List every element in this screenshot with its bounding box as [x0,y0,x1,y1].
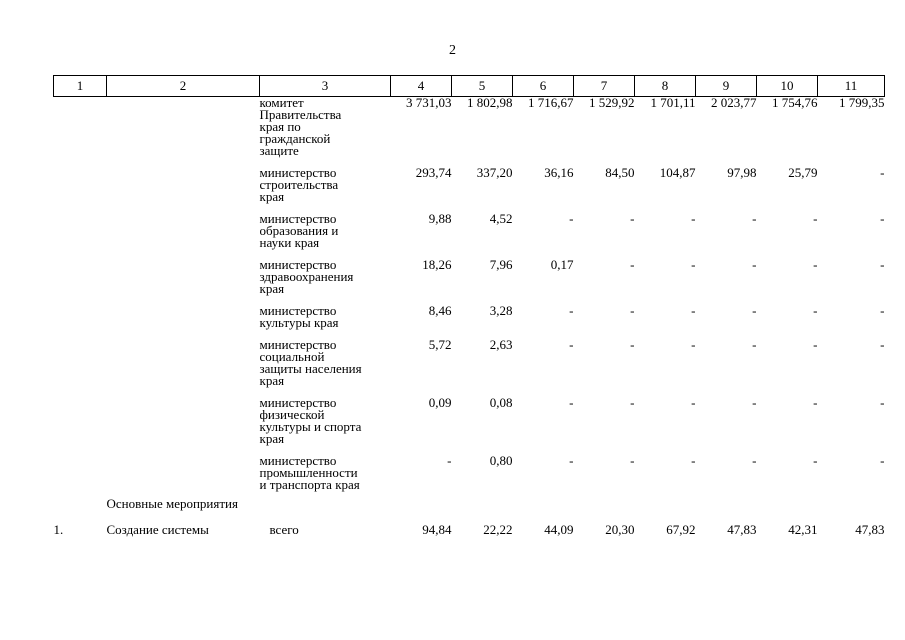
value-cell: 0,80 [489,453,513,468]
value-cell: - [447,453,452,468]
value-cell: 0,08 [489,395,513,410]
value-cell: 0,17 [550,257,574,272]
value-cell: - [691,395,696,410]
table-row [54,259,885,295]
value-cell: - [630,337,635,352]
value-cell: 1 701,11 [650,95,696,110]
value-cell: - [691,257,696,272]
value-cell: 7,96 [489,257,513,272]
value-cell: - [630,453,635,468]
value-cell: - [813,453,818,468]
table-row [54,167,885,203]
value-cell: 1 799,35 [839,95,885,110]
value-cell: - [630,303,635,318]
section-row [54,491,885,511]
value-cell: 5,72 [428,337,452,352]
value-cell: - [880,453,885,468]
value-cell: 97,98 [727,165,757,180]
table-row [54,455,885,491]
executor-cell: министерство строительства края [259,165,339,204]
value-cell: 1 529,92 [589,95,635,110]
header-cell: 5 [452,76,513,97]
activity-name: Создание системы [106,522,209,537]
value-cell: 0,09 [428,395,452,410]
table-row [54,213,885,249]
value-cell: - [691,303,696,318]
value-cell: 8,46 [428,303,452,318]
header-cell: 8 [635,76,696,97]
header-cell: 4 [391,76,452,97]
value-cell: - [630,257,635,272]
value-cell: - [813,211,818,226]
header-cell: 10 [757,76,818,97]
page-number: 2 [449,43,456,58]
value-cell: - [569,303,574,318]
table-row [54,339,885,387]
value-cell: - [752,395,757,410]
header-cell: 2 [107,76,260,97]
table-row [54,97,885,158]
value-cell: - [880,165,885,180]
executor-cell: министерство физической культуры и спорта края [259,395,362,446]
value-cell: - [880,211,885,226]
table-row [54,511,885,537]
row-number: 1. [53,522,64,537]
section-label: Основные мероприятия [106,496,238,511]
value-cell: 42,31 [788,522,818,537]
value-cell: 47,83 [727,522,757,537]
table-row [54,397,885,445]
value-cell: - [752,303,757,318]
value-cell: 18,26 [422,257,452,272]
header-cell: 3 [260,76,391,97]
value-cell: - [752,211,757,226]
header-row [54,76,885,97]
value-cell: 3 731,03 [406,95,452,110]
value-cell: - [752,257,757,272]
executor-cell: комитет Правительства края по гражданской защите [259,95,342,158]
value-cell: 293,74 [415,165,452,180]
value-cell: 3,28 [489,303,513,318]
value-cell: - [880,395,885,410]
header-cell: 6 [513,76,574,97]
value-cell: 337,20 [476,165,513,180]
value-cell: 2,63 [489,337,513,352]
value-cell: 67,92 [666,522,696,537]
value-cell: 84,50 [605,165,635,180]
executor-cell: министерство образования и науки края [259,211,339,250]
value-cell: - [569,395,574,410]
value-cell: 36,16 [544,165,574,180]
value-cell: 1 754,76 [772,95,818,110]
executor-cell: министерство промышленности и транспорта края [259,453,360,492]
value-cell: 4,52 [489,211,513,226]
executor-cell: всего [269,522,299,537]
value-cell: 22,22 [483,522,513,537]
budget-table [53,75,885,537]
value-cell: 104,87 [659,165,696,180]
executor-cell: министерство социальной защиты населения края [259,337,362,388]
executor-cell: министерство культуры края [259,303,339,330]
header-cell: 9 [696,76,757,97]
value-cell: - [880,303,885,318]
value-cell: 94,84 [422,522,452,537]
value-cell: - [691,211,696,226]
value-cell: - [752,453,757,468]
value-cell: - [813,337,818,352]
value-cell: - [691,337,696,352]
value-cell: 25,79 [788,165,818,180]
value-cell: 1 802,98 [467,95,513,110]
value-cell: 47,83 [855,522,885,537]
value-cell: - [569,453,574,468]
value-cell: 9,88 [428,211,452,226]
header-cell: 11 [818,76,885,97]
value-cell: 44,09 [544,522,574,537]
value-cell: 20,30 [605,522,635,537]
value-cell: - [880,337,885,352]
header-cell: 1 [54,76,107,97]
value-cell: - [813,395,818,410]
value-cell: 2 023,77 [711,95,757,110]
value-cell: - [752,337,757,352]
value-cell: - [630,211,635,226]
table-row [54,305,885,329]
executor-cell: министерство здравоохранения края [259,257,354,296]
header-cell: 7 [574,76,635,97]
value-cell: - [630,395,635,410]
value-cell: - [691,453,696,468]
value-cell: - [569,337,574,352]
value-cell: - [880,257,885,272]
value-cell: 1 716,67 [528,95,574,110]
value-cell: - [813,257,818,272]
value-cell: - [569,211,574,226]
value-cell: - [813,303,818,318]
